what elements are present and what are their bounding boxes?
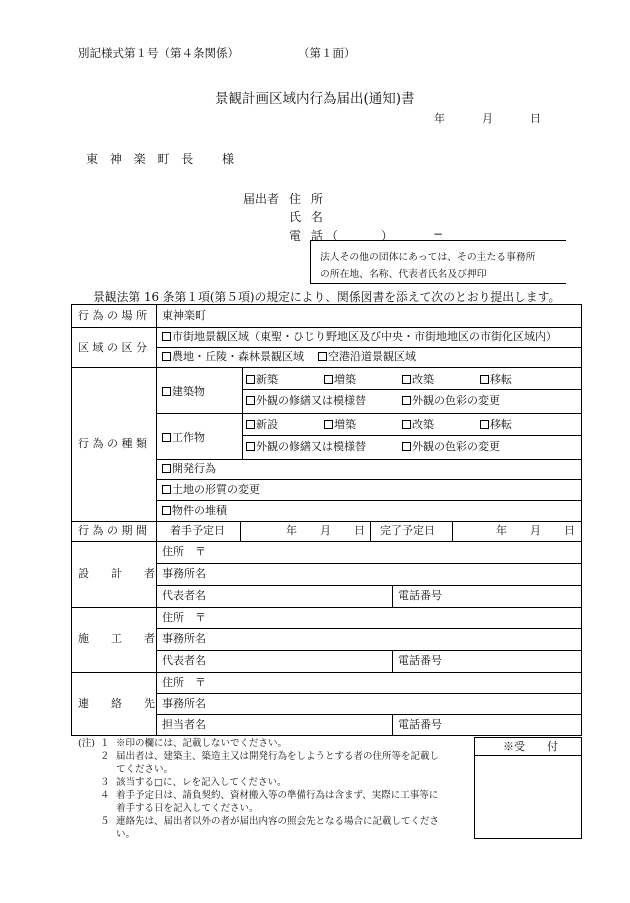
designer-address: 住所 〒 (162, 545, 206, 558)
date-day: 日 (530, 112, 541, 125)
structure-repair[interactable]: 外観の修繕又は模様替 (246, 440, 366, 454)
applicant-phone-close: ） (381, 229, 394, 243)
checkbox[interactable] (480, 420, 489, 429)
checkbox[interactable] (246, 420, 255, 429)
structure-rebuild[interactable]: 改築 (402, 418, 434, 432)
applicant-address-label: 住 所 (289, 192, 326, 206)
page-number: （第１面） (298, 46, 356, 60)
type-stacking[interactable]: 物件の堆積 (162, 504, 227, 518)
building-rebuild[interactable]: 改築 (402, 373, 434, 387)
note-5a: 連絡先は、届出者以外の者が届出内容の照会先となる場合に記載してくださ (116, 816, 440, 827)
checkbox[interactable] (162, 352, 171, 361)
structure-add[interactable]: 増築 (324, 418, 356, 432)
contact-person: 担当者名 (162, 718, 206, 731)
zone-option-airport[interactable]: 空港沿道景観区域 (318, 350, 416, 364)
building-color[interactable]: 外観の色彩の変更 (402, 394, 500, 408)
type-structure[interactable]: 工作物 (162, 431, 205, 445)
intro-statement: 景観法第 16 条第１項(第５項)の規定により、関係図書を添えて次のとおり提出します。 (93, 290, 561, 304)
checkbox[interactable] (324, 375, 333, 384)
designer-label: 設 計 者 (78, 567, 155, 580)
date-year: 年 (434, 112, 445, 125)
contact-phone: 電話番号 (398, 718, 442, 731)
builder-address: 住所 〒 (162, 611, 206, 624)
contact-label: 連 絡 先 (78, 697, 155, 710)
note-number: ３ (100, 777, 110, 788)
receipt-box (474, 737, 582, 839)
start-month: 月 (320, 524, 331, 537)
start-date-label: 着手予定日 (170, 524, 225, 537)
note-4a: 着手予定日は、請負契約、資材搬入等の準備行為は含まず、実際に工事等に (116, 790, 439, 801)
end-date-label: 完了予定日 (380, 524, 435, 537)
structure-color[interactable]: 外観の色彩の変更 (402, 440, 500, 454)
type-land-change[interactable]: 土地の形質の変更 (162, 483, 260, 497)
checkbox[interactable] (324, 420, 333, 429)
checkbox[interactable] (402, 375, 411, 384)
end-day: 日 (564, 524, 575, 537)
contact-office: 事務所名 (162, 697, 206, 710)
contact-address: 住所 〒 (162, 676, 206, 689)
document-title: 景観計画区域内行為届出(通知)書 (215, 91, 415, 107)
end-month: 月 (530, 524, 541, 537)
notes-prefix: (注) (78, 738, 95, 749)
checkbox[interactable] (246, 396, 255, 405)
checkbox[interactable] (402, 442, 411, 451)
checkbox[interactable] (162, 332, 171, 341)
checkbox[interactable] (318, 352, 327, 361)
type-label: 行 為 の 種 類 (78, 437, 147, 450)
zone-label: 区 域 の 区 分 (78, 341, 147, 354)
notification-form-table (71, 304, 582, 736)
building-new[interactable]: 新築 (246, 373, 278, 387)
note-number: ４ (100, 790, 110, 801)
building-repair[interactable]: 外観の修繕又は模様替 (246, 394, 366, 408)
builder-phone: 電話番号 (398, 654, 442, 667)
checkbox[interactable] (162, 485, 171, 494)
form-number: 別記様式第１号（第４条関係） (78, 46, 239, 60)
addressee-honorific: 様 (222, 152, 235, 166)
note-5b: い。 (116, 829, 136, 840)
building-move[interactable]: 移転 (480, 373, 512, 387)
note-number: １ (100, 738, 110, 749)
start-day: 日 (354, 524, 365, 537)
checkbox[interactable] (246, 442, 255, 451)
designer-office: 事務所名 (162, 567, 206, 580)
checkbox[interactable] (162, 506, 171, 515)
note-2b: てください。 (116, 764, 174, 775)
place-value: 東神楽町 (162, 309, 206, 322)
type-development[interactable]: 開発行為 (162, 462, 216, 476)
checkbox[interactable] (480, 375, 489, 384)
builder-office: 事務所名 (162, 632, 206, 645)
note-number: ５ (100, 816, 110, 827)
applicant-phone-label: 電 話（ (289, 229, 341, 243)
applicant-label: 届出者 (243, 192, 280, 206)
builder-representative: 代表者名 (162, 654, 206, 667)
applicant-note-line2: の所在地、名称、代表者氏名及び押印 (320, 269, 487, 280)
end-year: 年 (496, 524, 507, 537)
date-month: 月 (482, 112, 493, 125)
note-1: ※印の欄には、記載しないでください。 (116, 738, 288, 749)
note-number: ２ (100, 751, 110, 762)
checkbox[interactable] (162, 387, 171, 396)
type-building[interactable]: 建築物 (162, 385, 205, 399)
place-label: 行 為 の 場 所 (78, 309, 147, 322)
checkbox[interactable] (402, 420, 411, 429)
start-year: 年 (286, 524, 297, 537)
builder-label: 施 工 者 (78, 632, 155, 645)
note-4b: 着手する日を記入してください。 (116, 803, 259, 814)
applicant-phone-dash: − (433, 227, 444, 241)
structure-move[interactable]: 移転 (480, 418, 512, 432)
receipt-label: ※受 付 (503, 740, 558, 753)
applicant-note-line1: 法人その他の団体にあっては、その主たる事務所 (320, 252, 536, 263)
designer-phone: 電話番号 (398, 589, 442, 602)
checkbox[interactable] (162, 464, 171, 473)
checkbox[interactable] (246, 375, 255, 384)
note-3: 該当する□に、レを記入してください。 (116, 777, 287, 788)
zone-option-farmland[interactable]: 農地・丘陵・森林景観区域 (162, 350, 304, 364)
structure-new[interactable]: 新設 (246, 418, 278, 432)
addressee-name: 東 神 楽 町 長 (86, 152, 198, 166)
applicant-name-label: 氏 名 (289, 210, 326, 224)
checkbox[interactable] (162, 433, 171, 442)
notes-section (78, 737, 478, 841)
building-add[interactable]: 増築 (324, 373, 356, 387)
checkbox[interactable] (402, 396, 411, 405)
note-2a: 届出者は、建築主、築造主又は開発行為をしようとする者の住所等を記載し (116, 751, 440, 762)
designer-representative: 代表者名 (162, 589, 206, 602)
period-label: 行 為 の 期 間 (78, 524, 147, 537)
zone-option-urban[interactable]: 市街地景観区域（東聖・ひじり野地区及び中央・市街地地区の市街化区域内） (162, 330, 557, 344)
